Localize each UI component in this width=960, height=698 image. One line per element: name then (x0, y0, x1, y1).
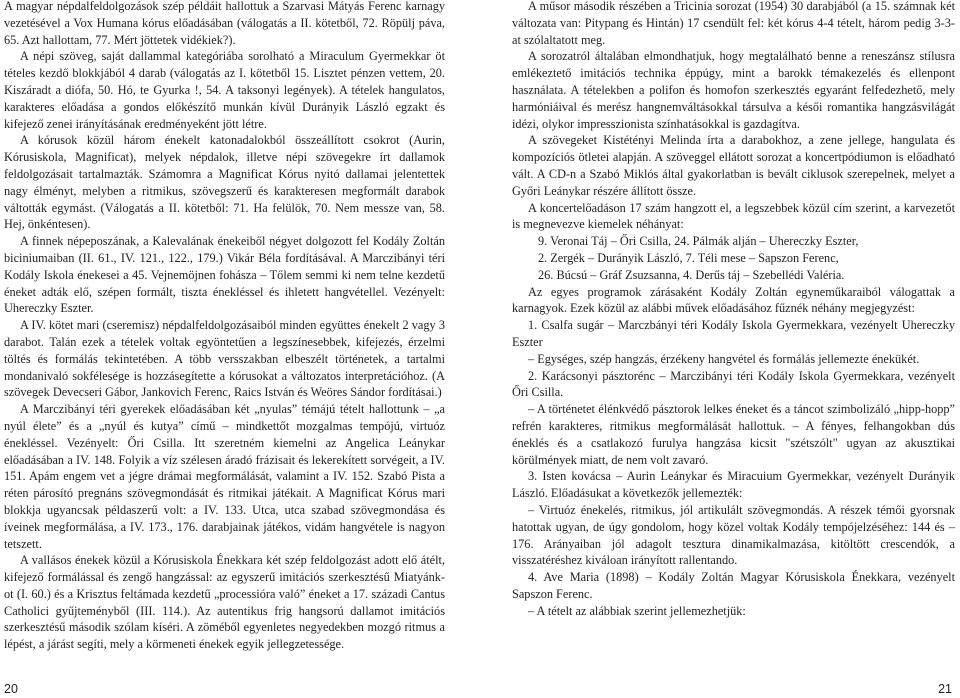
paragraph: A népi szöveg, saját dallammal kategóriába sorolható a Miraculum Gyermekkar öt tételes kezdő blokkjából 4 darab (válogatás az I. kötetből 15. Lisztet pénzen vettem, 20. Kiszáradt a diófa, 50. Hó, te Gyurka !, 54. A taksonyi legények). A tételek hangulatos, karakteres előadása a gondos előkészítő munkán kívül Durányik László egzakt és kifejező zenei irányításának eredményeként jött létre. (4, 49, 445, 131)
paragraph: 3. Isten kovácsa – Aurin Leánykar és Miracuium Gyermekkar, vezényelt Durányik László. Előadásukat a következők jellemezték: (512, 469, 955, 501)
paragraph: A Marczibányi téri gyerekek előadásában két „nyulas” témájú tételt hallottunk – „a nyúl élete” és a „nyúl és kutya” című – mindkettőt mozgalmas tempójú, virtuóz énekléssel. Vezényelt: Őri Csilla. Itt szeretném kiemelni az Angelica Leánykar előadásában a IV. 148. Folyik a víz szélesen áradó frázisait és lekerekített sorvégeit, a IV. 151. Apám engem vet a jégre drámai megformálását, valamint a IV. 152. Szabó Pista a réten párosító pregnáns szövegmondását és ritmikai játékait. A Magnificat Kórus mari blokkja ugyancsak példaszerű volt: a IV. 133. Utca, utca szabad szövegmondása és íveinek megformálása, a IV. 173., 176. darabjainak játékos, vidám hangvétele is nagyon tetszett. (4, 402, 445, 551)
paragraph: A finnek népeposzának, a Kalevalának énekeiből négyet dolgozott fel Kodály Zoltán biciniumaiban (II. 61., IV. 121., 122., 179.) Vikár Béla fordításával. A Marczibányi téri Kodály Iskola énekesei a 45. Vejnemöjnen fohásza – Tőlem semmi ki nem telne kezdetű éneket adták elő, szépen formált, tiszta énekléssel és ihletett hangvétellel. Vezényelt: Uhereczky Eszter. (4, 234, 445, 316)
paragraph: – A tételt az alábbiak szerint jellemezhetjük: (528, 603, 746, 618)
list-item: 2. Zergék – Durányik László, 7. Téli mese – Sapszon Ferenc, (538, 250, 839, 265)
paragraph: – A történetet élénkvédő pásztorok lelkes éneket és a táncot szimbolizáló „hipp-hopp” refrén karakteres, ritmikus megformálását hallottuk. – A fényes, felhangokban dús éneklés és a csatlakozó furulya hangzása kicsit "szétszólt" ugyan az akusztikai körülmények miatt, de nem volt zavaró. (512, 402, 955, 467)
paragraph: 2. Karácsonyi pásztorénc – Marczibányi téri Kodály Iskola Gyermekkara, vezényelt Őri Csilla. (512, 368, 955, 400)
paragraph: A vallásos énekek közül a Kórusiskola Énekkara két szép feldolgozást adott elő átélt, kifejező formálással és zengő hangzással: az egyszerű imitációs szerkesztésű Miatyánk-ot (I. 60.) és a Krisztus feltámada kezdetű „processióra való” éneket a 17. századi Cantus Catholici gyűjteményből (III. 114.). Az autentikus frig hangsorú dallamot imitációs szerkesztésű második szólam kíséri. A zöméből egyenletes negyedekben mozgó ritmus a lépést, a járást segíti, mely a körmeneti énekek egyik jellegzetessége. (4, 553, 445, 652)
paragraph: 4. Ave Maria (1898) – Kodály Zoltán Magyar Kórusiskola Énekkara, vezényelt Sapszon Ferenc. (512, 570, 955, 601)
right-text-column (512, 0, 955, 619)
paragraph: A műsor második részében a Tricinia sorozat (1954) 30 darabjából (a 15. számnak két változata van: Pitypang és Hintán) 17 csendült fel: két kórus 4-4 tételt, három pedig 3-3-at szólaltatott meg. (512, 0, 955, 47)
paragraph: A IV. kötet mari (cseremisz) népdalfeldolgozásaiból minden együttes énekelt 2 vagy 3 darabot. Talán ezek a tételek voltak egyöntetűen a legszínesebbek, kifejezés, érzelmi töltés és formálás tekintetében. A több versszakban elbeszélt történetek, a tartalmi mondanivaló sokfélesége is hozzásegítette a kórusokat a változatos interpretációhoz. (A szövegek Devecseri Gábor, Jankovich Ferenc, Raics István és Weöres Sándor fordításai.) (4, 318, 445, 400)
paragraph: 1. Csalfa sugár – Marczbányi téri Kodály Iskola Gyermekkara, vezényelt Uhereczky Eszter (512, 318, 955, 349)
paragraph: – Virtuóz énekelés, ritmikus, jól artikulált szövegmondás. A részek témői gyorsnak hatottak ugyan, de úgy gondolom, hogy közel voltak Kodály tempójelzéséhez: 144 és – 176. Arányaiban jól adagolt tesztura dinamikalmazása, kitöltött crescendók, a visszatéréshez kiváloan irányított rallentando. (512, 502, 955, 568)
paragraph: – Egységes, szép hangzás, érzékeny hangvétel és formálás jellemezte énekükét. (528, 351, 920, 366)
page-number-left: 20 (4, 682, 18, 696)
paragraph: A sorozatról általában elmondhatjuk, hogy megtalálható benne a reneszánsz stílusra emlékeztető imitációs technika éppúgy, mint a barokk témakezelés és ellenpont használata. A tételekben a polifon és homofon szerkesztés egyaránt felfedezhető, mely harmóniáival és merész hangnemváltásokkal társulva a késői romantika hangzásvilágát idézi, olykor impresszionista színhatásokkal is gazdagítva. (512, 49, 955, 131)
list-item: 26. Búcsú – Gráf Zsuzsanna, 4. Derűs táj – Szebellédi Valéria. (538, 267, 845, 282)
paragraph: A szövegeket Kistétényi Melinda írta a darabokhoz, a zene jellege, hangulata és kompozíciós ötletei alapján. A szöveggel ellátott sorozat a koncertpódiumon is előadható vált. A CD-n a Szabó Miklós által gyakorlatban is bevált ciklusok szerepelnek, melyet a Győri Leánykar részére állított össze. (512, 133, 955, 198)
page-number-right: 21 (938, 682, 952, 696)
left-text-column (4, 0, 445, 653)
list-item: 9. Veronai Táj – Őri Csilla, 24. Pálmák alján – Uhereczky Eszter, (538, 234, 859, 249)
paragraph: A kórusok közül három énekelt katonadalokból összeállított csokrot (Aurin, Kórusiskola, Magnificat), melyek népdalok, illetve népi szövegekre írt dallamok feldolgozásait tartalmazták. Számomra a Magnificat Kórus nyitó dallamai jelentettek nagy élményt, melyben a ritmikus, szövegszerű és karakteresen megformált darabok váltották egymást. (Válogatás a II. kötetből: 71. Ha felülök, 70. Nem messze van, 58. Hej, önkéntesen). (4, 133, 445, 232)
paragraph: Az egyes programok zárásaként Kodály Zoltán egyneműkaraiból válogattak a karnagyok. Ezek közül az alábbi művek előadásához fűznék néhány megjegyzést: (512, 284, 955, 316)
paragraph: A koncertelőadáson 17 szám hangzott el, a legszebbek közül cím szerint, a karvezetőt is megnevezve kiemelek néhányat: (512, 200, 955, 232)
paragraph: A magyar népdalfeldolgozások szép példáit hallottuk a Szarvasi Mátyás Ferenc karnagy vezetésével a Vox Humana kórus előadásában (válogatás a II. kötetből, 72. Röpülj páva, 65. Azt hallottam, 77. Mért jöttetek vidékiek?). (4, 0, 445, 47)
